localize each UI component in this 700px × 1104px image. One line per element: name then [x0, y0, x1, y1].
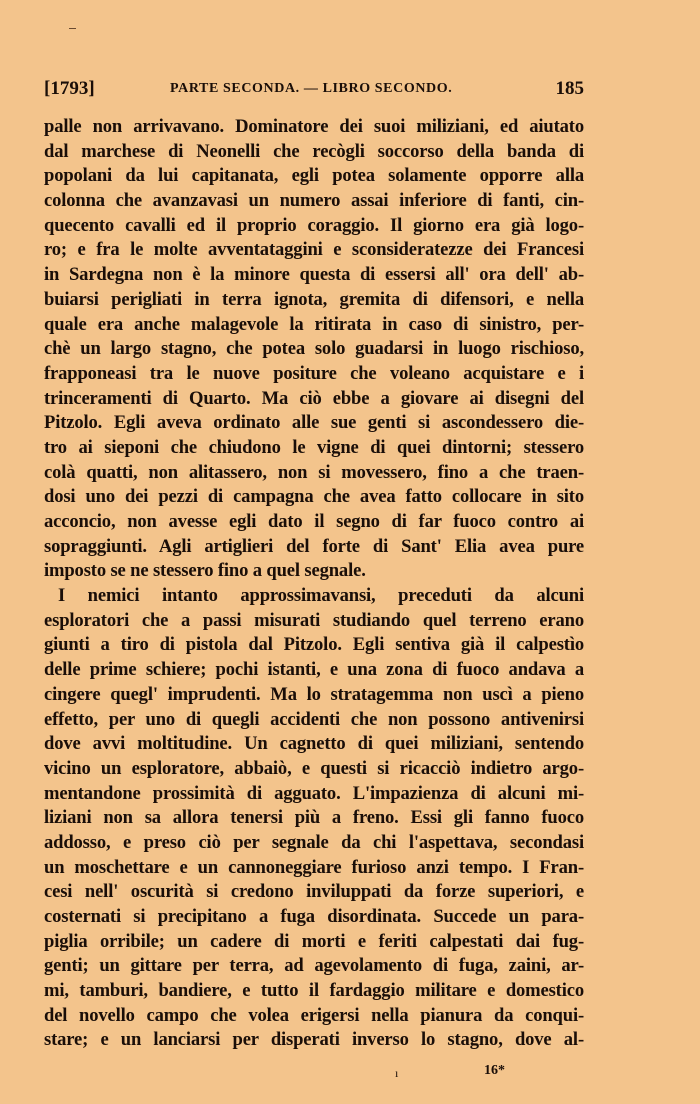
page-body	[44, 115, 584, 1053]
text-line: addosso, e preso ciò per segnale da chi l'aspettava, secondasi	[44, 831, 584, 853]
text-line: quecento cavalli ed il proprio coraggio. Il giorno era già logo-	[44, 214, 584, 236]
text-line: mi, tamburi, bandiere, e tutto il fardaggio militare e domestico	[44, 980, 584, 1002]
text-line: popolani da lui capitanata, egli potea solamente opporre alla	[44, 165, 584, 187]
text-line: liziani non sa allora tenersi più a freno. Essi gli fanno fuoco	[44, 807, 584, 829]
signature-mark: 16*	[484, 1063, 505, 1078]
page-number: 185	[555, 78, 584, 99]
text-line: ro; e fra le molte avventataggini e sconsideratezze dei Francesi	[44, 239, 584, 261]
text-line: Pitzolo. Egli aveva ordinato alle sue genti si ascondessero die-	[44, 412, 584, 434]
text-line: buiarsi perigliati in terra ignota, gremita di difensori, e nella	[44, 288, 584, 310]
text-line: genti; un gittare per terra, ad agevolamento di fuga, zaini, ar-	[44, 955, 584, 977]
text-line: dosi uno dei pezzi di campagna che avea fatto collocare in sito	[44, 486, 584, 508]
text-line: chè un largo stagno, che potea solo guadarsi in luogo rischioso,	[44, 338, 584, 360]
text-line: quale era anche malagevole la ritirata in caso di sinistro, per-	[44, 313, 584, 335]
text-line: piglia orribile; un cadere di morti e feriti calpestati dai fug-	[44, 930, 584, 952]
text-line: sopraggiunti. Agli artiglieri del forte di Sant' Elia avea pure	[44, 535, 584, 557]
text-line: palle non arrivavano. Dominatore dei suoi miliziani, ed aiutato	[44, 116, 584, 137]
text-line: del novello campo che volea erigersi nella pianura da conqui-	[44, 1004, 584, 1026]
text-line: dove avvi moltitudine. Un cagnetto di quei miliziani, sentendo	[44, 733, 584, 755]
text-line: colonna che avanzavasi un numero assai inferiore di fanti, cin-	[44, 190, 584, 212]
text-line: delle prime schiere; pochi istanti, e una zona di fuoco andava a	[44, 659, 584, 681]
text-line: effetto, per uno di quegli accidenti che non possono antivenirsi	[44, 708, 584, 730]
text-line: imposto se ne stessero fino a quel segnale.	[44, 560, 366, 582]
header-title: PARTE SECONDA. — LIBRO SECONDO.	[170, 81, 453, 96]
text-line: stare; e un lanciarsi per disperati inverso lo stagno, dove al-	[44, 1029, 584, 1051]
text-line: un moschettare e un cannoneggiare furioso anzi tempo. I Fran-	[44, 856, 584, 878]
text-line: I nemici intanto approssimavansi, preceduti da alcuni	[58, 585, 584, 607]
text-line: vicino un esploratore, abbaiò, e questi si ricacciò indietro argo-	[44, 757, 584, 779]
text-line: mentandone prossimità di agguato. L'impazienza di alcuni mi-	[44, 782, 584, 804]
text-line: acconcio, non avesse egli dato il segno di far fuoco contro ai	[44, 511, 584, 532]
text-line: frapponeasi tra le nuove positure che voleano acquistare e i	[44, 362, 584, 384]
text-line: trinceramenti di Quarto. Ma ciò ebbe a giovare ai disegni del	[44, 387, 584, 409]
text-line: dal marchese di Neonelli che recògli soccorso della banda di	[44, 140, 584, 162]
text-line: costernati si precipitano a fuga disordinata. Succede un para-	[44, 906, 584, 927]
text-line: giunti a tiro di pistola dal Pitzolo. Egli sentiva già il calpestìo	[44, 634, 584, 656]
header-year: [1793]	[44, 78, 95, 99]
running-header	[44, 78, 584, 102]
footer-tick-mark: ı	[395, 1066, 399, 1080]
page-mark	[69, 28, 76, 29]
text-line: colà quatti, non alitassero, non si movessero, fino a che traen-	[44, 461, 584, 483]
text-line: esploratori che a passi misurati studiando quel terreno erano	[44, 609, 584, 631]
text-line: cingere quegl' imprudenti. Ma lo stratagemma non uscì a pieno	[44, 683, 584, 705]
text-line: cesi nell' oscurità si credono inviluppati da forze superiori, e	[44, 881, 584, 903]
text-line: in Sardegna non è la minore questa di essersi all' ora dell' ab-	[44, 264, 584, 286]
text-line: tro ai sieponi che chiudono le vigne di quei dintorni; stessero	[44, 436, 584, 458]
